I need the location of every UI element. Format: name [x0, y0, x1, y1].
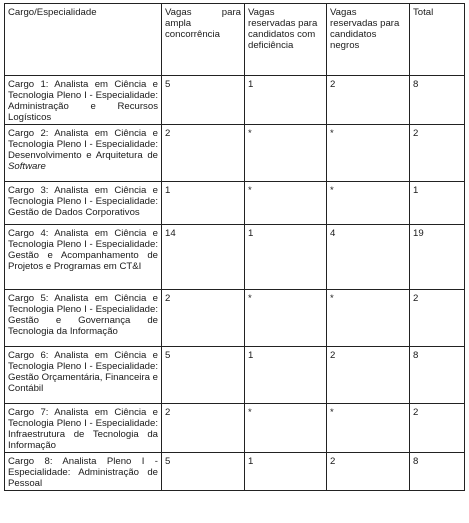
header-ampla: Vagas para ampla concorrência [162, 4, 245, 76]
table-row [5, 182, 465, 225]
cell-total: 1 [410, 182, 465, 225]
cell-cargo: Cargo 1: Analista em Ciência e Tecnologia Pleno I - Especialidade: Administração e Recursos Logísticos [5, 76, 162, 125]
cell-deficiencia: 1 [245, 453, 327, 491]
cell-total: 8 [410, 453, 465, 491]
cell-deficiencia: 1 [245, 225, 327, 290]
table-row [5, 453, 465, 491]
cell-deficiencia: * [245, 290, 327, 347]
table-row [5, 347, 465, 404]
table-row [5, 404, 465, 453]
cargo-text: Cargo 2: Analista em Ciência e Tecnologia Pleno I - Especialidade: Desenvolvimento e Arquitetura de [8, 128, 158, 161]
cell-total: 2 [410, 290, 465, 347]
cell-total: 19 [410, 225, 465, 290]
cell-ampla: 1 [162, 182, 245, 225]
cell-total: 2 [410, 125, 465, 182]
cell-cargo: Cargo 7: Analista em Ciência e Tecnologia Pleno I - Especialidade: Infraestrutura de Tecnologia da Informação [5, 404, 162, 453]
cell-cargo: Cargo 3: Analista em Ciência e Tecnologia Pleno I - Especialidade: Gestão de Dados Corporativos [5, 182, 162, 225]
cell-negros: 2 [327, 76, 410, 125]
cell-ampla: 5 [162, 76, 245, 125]
cell-ampla: 5 [162, 347, 245, 404]
cell-ampla: 5 [162, 453, 245, 491]
cell-cargo: Cargo 5: Analista em Ciência e Tecnologia Pleno I - Especialidade: Gestão e Governança de Tecnologia da Informação [5, 290, 162, 347]
cell-ampla: 2 [162, 290, 245, 347]
cell-negros: 2 [327, 453, 410, 491]
vacancy-table [4, 3, 465, 491]
header-deficiencia: Vagas reservadas para candidatos com deficiência [245, 4, 327, 76]
cell-deficiencia: * [245, 182, 327, 225]
table-row [5, 76, 465, 125]
cell-ampla: 2 [162, 125, 245, 182]
cell-total: 8 [410, 347, 465, 404]
cargo-italic-text: Software [8, 161, 46, 172]
cell-deficiencia: 1 [245, 347, 327, 404]
cell-cargo: Cargo 6: Analista em Ciência e Tecnologia Pleno I - Especialidade: Gestão Orçamentária, Financeira e Contábil [5, 347, 162, 404]
cell-cargo [5, 125, 162, 182]
cell-deficiencia: * [245, 404, 327, 453]
cell-ampla: 2 [162, 404, 245, 453]
header-cargo: Cargo/Especialidade [5, 4, 162, 76]
cell-deficiencia: * [245, 125, 327, 182]
cell-negros: * [327, 290, 410, 347]
vacancy-table-page [4, 3, 464, 491]
table-row [5, 125, 465, 182]
cell-cargo: Cargo 4: Analista em Ciência e Tecnologia Pleno I - Especialidade: Gestão e Acompanhamento de Projetos e Programas em CT&I [5, 225, 162, 290]
cell-negros: * [327, 404, 410, 453]
header-total: Total [410, 4, 465, 76]
cell-negros: 4 [327, 225, 410, 290]
header-negros: Vagas reservadas para candidatos negros [327, 4, 410, 76]
cell-negros: * [327, 182, 410, 225]
cell-ampla: 14 [162, 225, 245, 290]
table-row [5, 290, 465, 347]
cell-total: 8 [410, 76, 465, 125]
table-header-row [5, 4, 465, 76]
cell-total: 2 [410, 404, 465, 453]
table-row [5, 225, 465, 290]
cell-negros: 2 [327, 347, 410, 404]
cell-deficiencia: 1 [245, 76, 327, 125]
cell-cargo: Cargo 8: Analista Pleno I - Especialidade: Administração de Pessoal [5, 453, 162, 491]
cell-negros: * [327, 125, 410, 182]
